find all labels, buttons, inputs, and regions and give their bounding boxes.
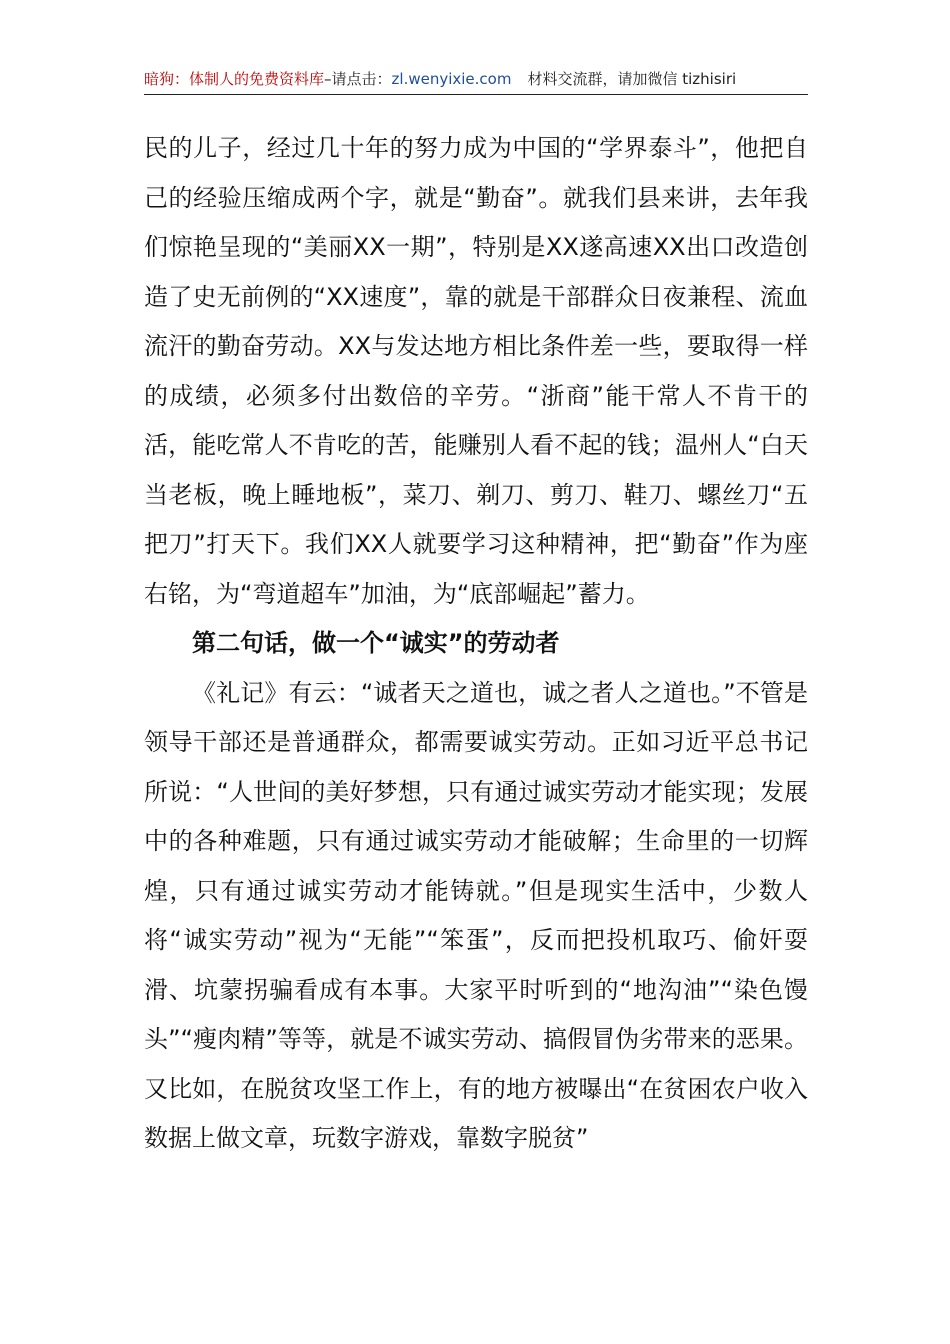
header-contact: 材料交流群，请加微信 tizhisiri xyxy=(527,70,737,88)
paragraph: 《礼记》有云：“诚者天之道也，诚之者人之道也。”不管是领导干部还是普通群众，都需要诚实劳动。正如习近平总书记所说：“人世间的美好梦想，只有通过诚实劳动才能实现；发展中的各种难题，只有通过诚实劳动才能破解；生命里的一切辉煌，只有通过诚实劳动才能铸就。”但是现实生活中，少数人将“诚实劳动”视为“无能”“笨蛋”，反而把投机取巧、偷奸耍滑、坑蒙拐骗看成有本事。大家平时听到的“地沟油”“染色馒头”“瘦肉精”等等，就是不诚实劳动、搞假冒伪劣带来的恶果。又比如，在脱贫攻坚工作上，有的地方被曝出“在贫困农户收入数据上做文章，玩数字游戏，靠数字脱贫” xyxy=(144,678,808,1152)
header-brand: 暗狗：体制人的免费资料库 xyxy=(144,70,325,88)
page-header xyxy=(144,68,808,95)
paragraph: 民的儿子，经过几十年的努力成为中国的“学界泰斗”，他把自己的经验压缩成两个字，就是“勤奋”。就我们县来讲，去年我们惊艳呈现的“美丽XX一期”，特别是XX遂高速XX出口改造创造了史无前例的“XX速度”，靠的就是干部群众日夜兼程、流血流汗的勤奋劳动。XX与发达地方相比条件差一些，要取得一样的成绩，必须多付出数倍的辛劳。“浙商”能干常人不肯干的活，能吃常人不肯吃的苦，能赚别人看不起的钱；温州人“白天当老板，晚上睡地板”，菜刀、剃刀、剪刀、鞋刀、螺丝刀“五把刀”打天下。我们XX人就要学习这种精神，把“勤奋”作为座右铭，为“弯道超车”加油，为“底部崛起”蓄力。 xyxy=(144,134,808,608)
header-link[interactable]: zl.wenyixie.com xyxy=(391,70,512,88)
document-body xyxy=(144,124,808,1164)
header-prompt: –请点击： xyxy=(324,70,392,88)
section-heading: 第二句话，做一个“诚实”的劳动者 xyxy=(192,629,560,657)
